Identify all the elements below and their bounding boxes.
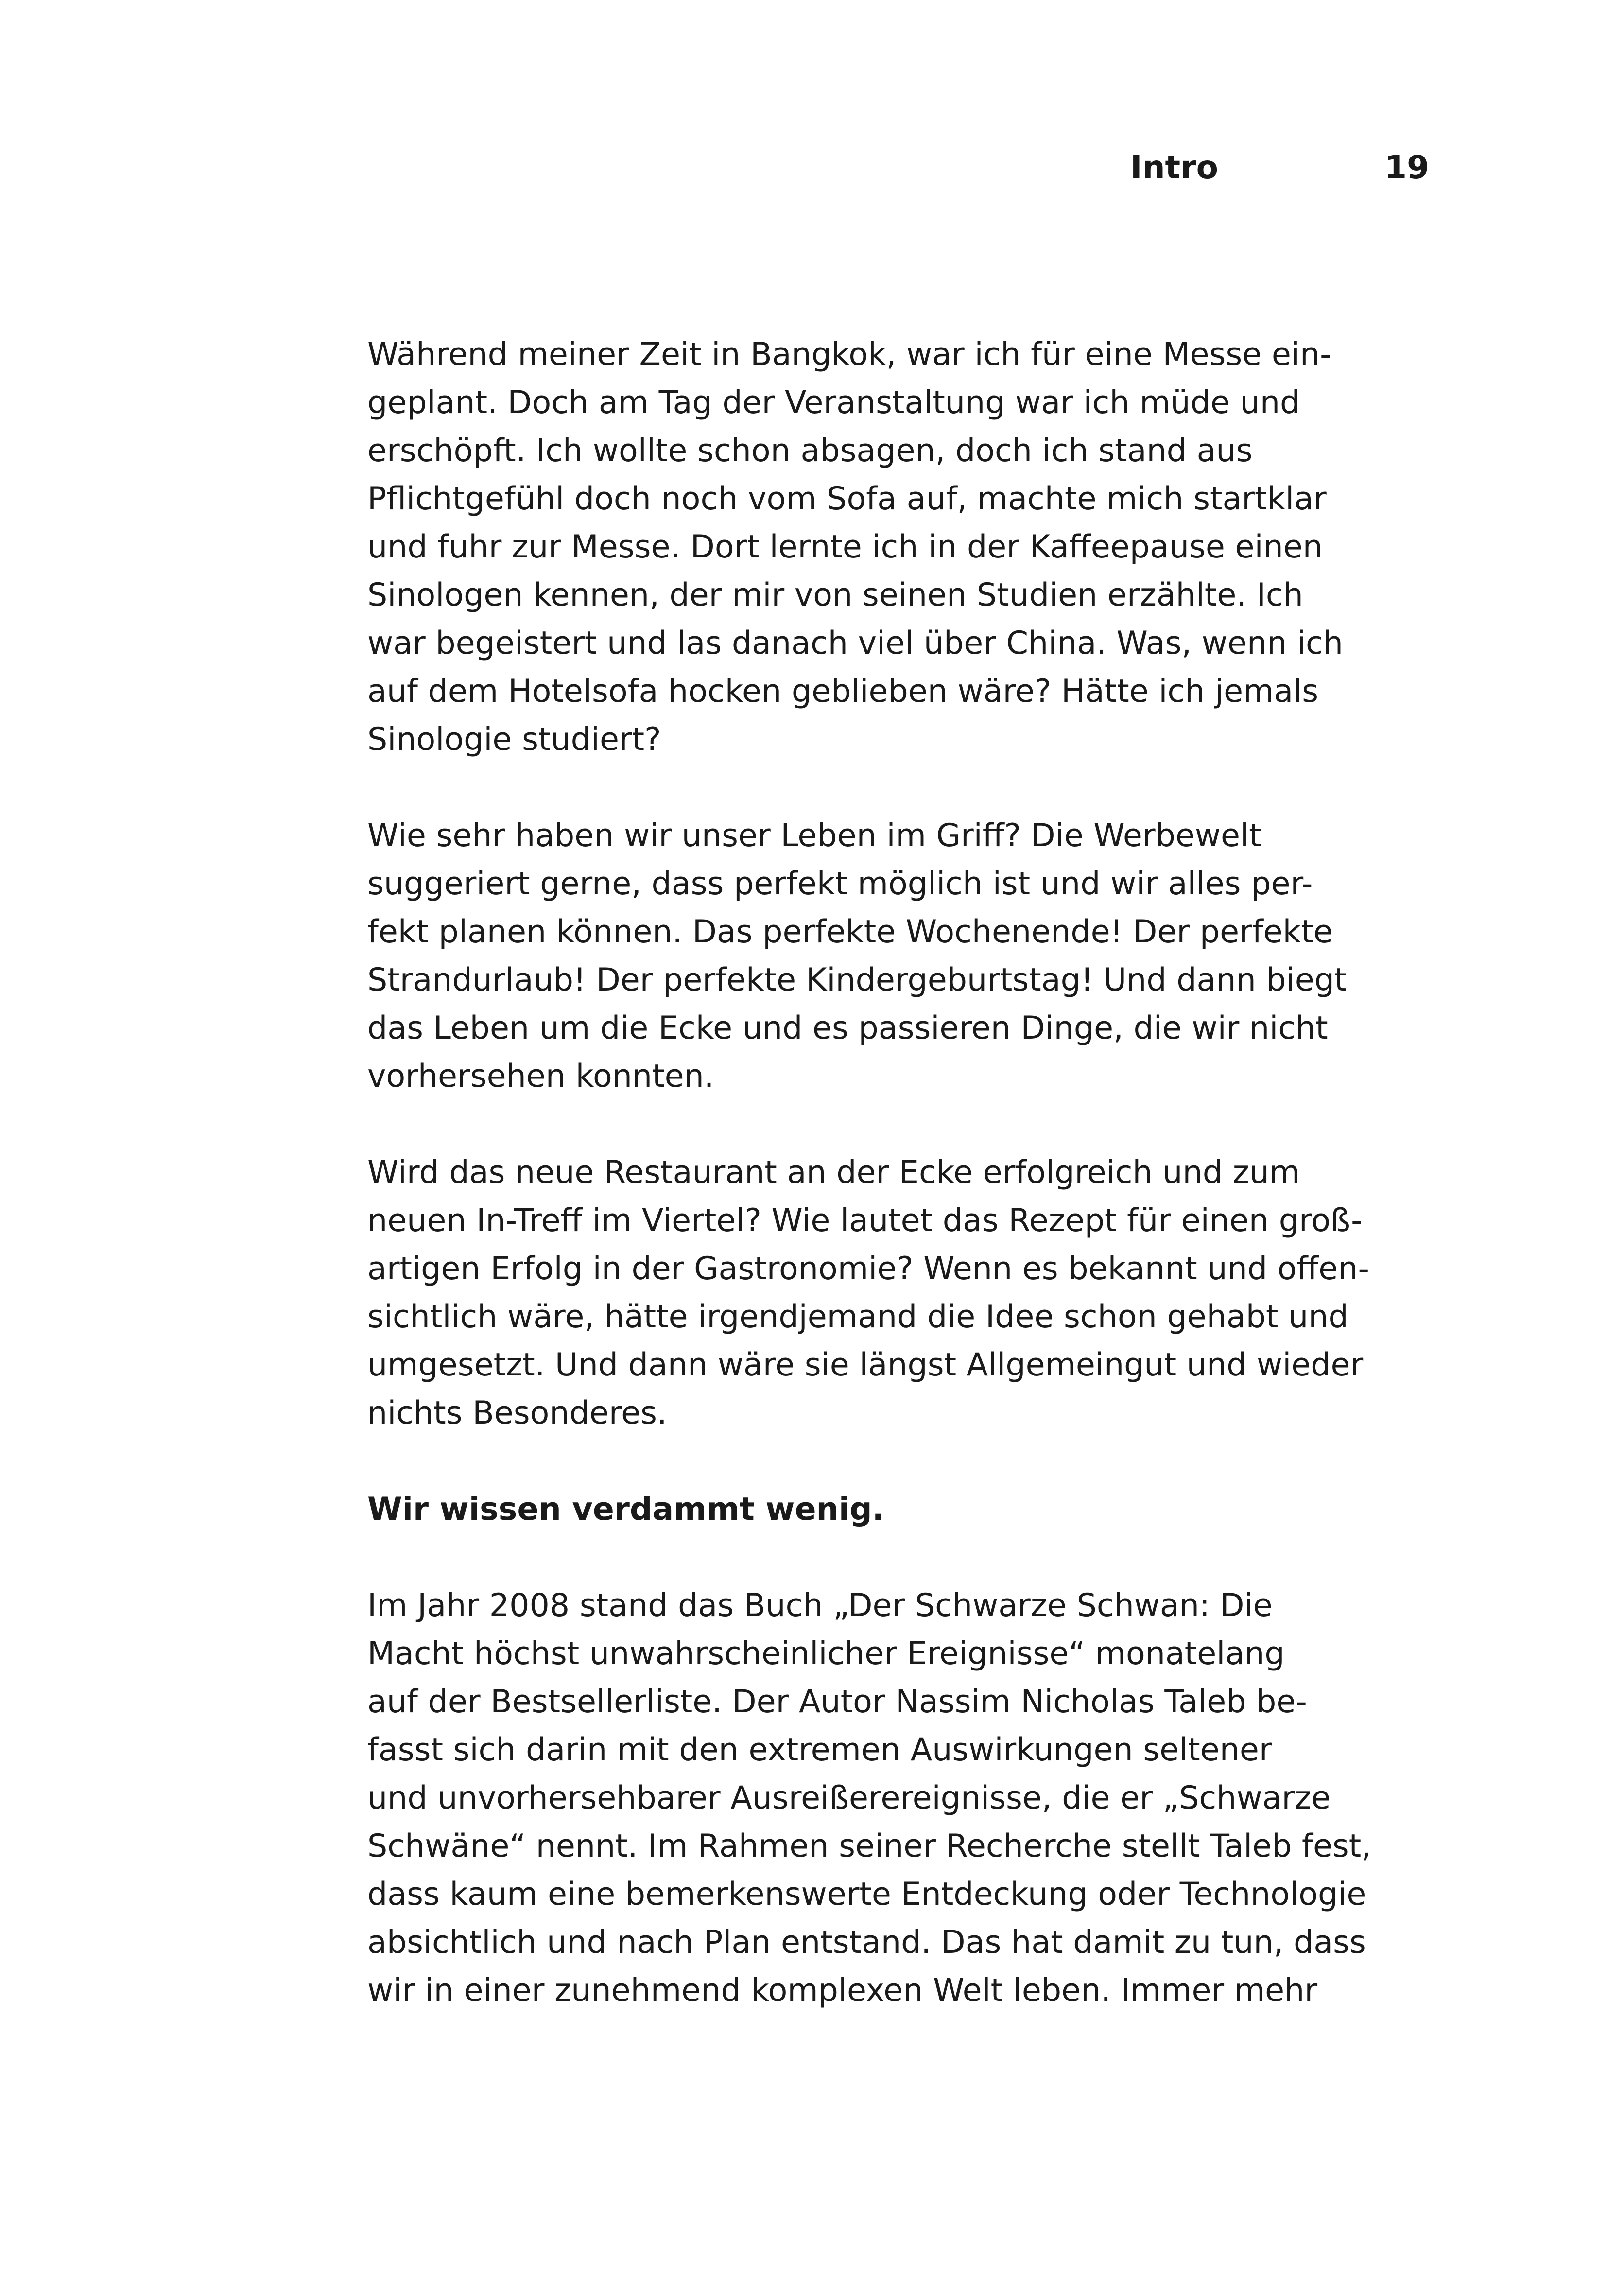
text-line: absichtlich und nach Plan entstand. Das hat damit zu tun, dass — [367, 1924, 1366, 1961]
paragraph-spacer — [367, 1437, 1436, 1485]
text-line: das Leben um die Ecke und es passieren Dinge, die wir nicht — [367, 1010, 1328, 1046]
text-line: nichts Besonderes. — [367, 1395, 667, 1431]
text-line: fasst sich darin mit den extremen Auswirkungen seltener — [367, 1732, 1272, 1768]
text-line: Strandurlaub! Der perfekte Kindergeburtstag! Und dann biegt — [367, 962, 1347, 998]
text-line: auf der Bestsellerliste. Der Autor Nassim Nicholas Taleb be- — [367, 1684, 1307, 1720]
text-line: auf dem Hotelsofa hocken geblieben wäre? Hätte ich jemals — [367, 673, 1319, 710]
text-line: sichtlich wäre, hätte irgendjemand die Idee schon gehabt und — [367, 1299, 1348, 1335]
emphasis-line: Wir wissen verdammt wenig. — [367, 1491, 884, 1528]
text-line: Im Jahr 2008 stand das Buch „Der Schwarze Schwan: Die — [367, 1587, 1273, 1624]
paragraph-leben-im-griff — [367, 812, 1436, 1100]
text-line: Macht höchst unwahrscheinlicher Ereignisse“ monatelang — [367, 1635, 1285, 1672]
text-line: wir in einer zunehmend komplexen Welt leben. Immer mehr — [367, 1972, 1318, 2009]
text-line: und fuhr zur Messe. Dort lernte ich in der Kaffeepause einen — [367, 529, 1323, 565]
text-line: Wird das neue Restaurant an der Ecke erfolgreich und zum — [367, 1154, 1300, 1191]
text-line: Während meiner Zeit in Bangkok, war ich für eine Messe ein- — [367, 336, 1331, 373]
paragraph-spacer — [367, 764, 1436, 812]
paragraph-bangkok — [367, 330, 1436, 764]
text-line: artigen Erfolg in der Gastronomie? Wenn es bekannt und offen- — [367, 1251, 1369, 1287]
text-line: vorhersehen konnten. — [367, 1058, 714, 1095]
text-line: fekt planen können. Das perfekte Wochenende! Der perfekte — [367, 914, 1333, 950]
text-line: suggeriert gerne, dass perfekt möglich ist und wir alles per- — [367, 866, 1313, 902]
text-line: neuen In-Treff im Viertel? Wie lautet das Rezept für einen groß- — [367, 1202, 1363, 1239]
text-line: dass kaum eine bemerkenswerte Entdeckung oder Technologie — [367, 1876, 1366, 1913]
body-text — [367, 330, 1436, 2015]
text-line: geplant. Doch am Tag der Veranstaltung war ich müde und — [367, 384, 1300, 421]
running-head — [0, 146, 1607, 190]
text-line: Schwäne“ nennt. Im Rahmen seiner Recherche stellt Taleb fest, — [367, 1828, 1371, 1864]
text-line: erschöpft. Ich wollte schon absagen, doch ich stand aus — [367, 433, 1253, 469]
text-line: umgesetzt. Und dann wäre sie längst Allgemeingut und wieder — [367, 1347, 1364, 1383]
paragraph-spacer — [367, 1533, 1436, 1582]
text-line: Sinologie studiert? — [367, 721, 661, 758]
section-title: Intro — [1130, 149, 1218, 186]
text-line: Sinologen kennen, der mir von seinen Studien erzählte. Ich — [367, 577, 1303, 613]
text-line: Pflichtgefühl doch noch vom Sofa auf, machte mich startklar — [367, 481, 1327, 517]
paragraph-restaurant — [367, 1148, 1436, 1437]
text-line: war begeistert und las danach viel über China. Was, wenn ich — [367, 625, 1343, 661]
paragraph-emphasis — [367, 1485, 1436, 1533]
text-line: Wie sehr haben wir unser Leben im Griff? Die Werbewelt — [367, 818, 1261, 854]
page-number: 19 — [1384, 149, 1429, 186]
text-line: und unvorhersehbarer Ausreißerereignisse, die er „Schwarze — [367, 1780, 1331, 1816]
paragraph-spacer — [367, 1100, 1436, 1148]
paragraph-schwarzer-schwan — [367, 1582, 1436, 2015]
